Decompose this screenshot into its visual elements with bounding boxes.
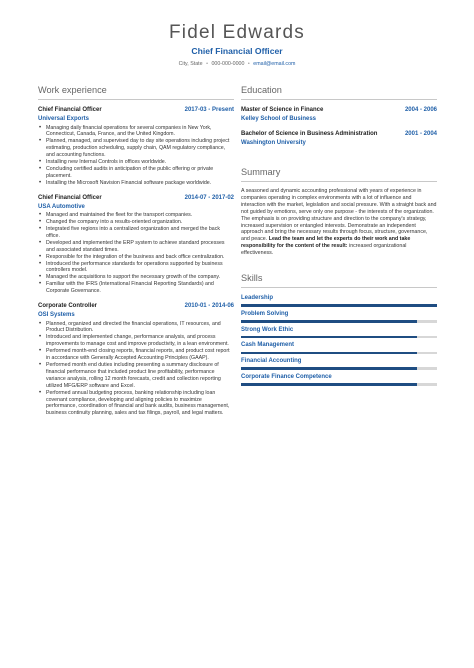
skill-name: Strong Work Ethic <box>241 326 294 333</box>
skill-bar-track <box>241 383 437 386</box>
job-company: OSI Systems <box>38 312 75 319</box>
job-bullet: • Introduced and implemented change, performance analysis, and process improvements to manage cost and improve productivity, in a lean environment. <box>38 334 234 348</box>
degree-name: Master of Science in Finance <box>241 107 324 113</box>
education-entry <box>241 106 437 123</box>
summary-heading: Summary <box>241 167 281 177</box>
degree-name: Bachelor of Science in Business Administration <box>241 131 378 137</box>
job-bullet: • Planned, managed, and supervised day to day site operations including project estimating, production scheduling, supply chain, QAM regulatory compliance, and accounting functions. <box>38 138 234 159</box>
skill-bar-track <box>241 367 437 370</box>
job-bullets <box>38 125 234 187</box>
skill-bar-fill <box>241 367 417 370</box>
job-bullet: • Managing daily financial operations for several companies in New York, Connecticut, Canada, France, and the United Kingdom. <box>38 125 234 139</box>
skill-name: Cash Management <box>241 342 295 349</box>
skill-bar-fill <box>241 336 417 339</box>
job-bullets <box>38 321 234 418</box>
skill-bar-fill <box>241 304 437 307</box>
skills-heading: Skills <box>241 273 263 284</box>
job-bullets <box>38 212 234 295</box>
job-role: Chief Financial Officer <box>38 194 102 201</box>
work-experience-heading: Work experience <box>38 85 107 95</box>
job-bullet: • Performed annual budgeting process, banking relationship including loan covenant compliance, developing and aligning policies to maximize performance, coordination of financial and bank audits, business management, business continuity planning, sales and tax filings, payroll, and legal matters. <box>38 390 234 418</box>
skill-item <box>241 326 437 339</box>
job-entry <box>38 194 234 295</box>
summary-text <box>241 188 437 257</box>
skill-bar-fill <box>241 352 417 355</box>
skill-name: Problem Solving <box>241 310 289 317</box>
skill-name: Financial Accounting <box>241 358 302 365</box>
education-dates: 2004 - 2006 <box>404 107 437 113</box>
section-divider <box>241 99 437 100</box>
skills-list <box>241 294 437 386</box>
job-entry <box>38 302 234 417</box>
contact-separator: • <box>206 61 208 67</box>
skill-item <box>241 294 437 307</box>
skill-bar-track <box>241 320 437 323</box>
job-bullet: • Developed and implemented the ERP system to achieve standard processes and associated standard times. <box>38 240 234 254</box>
resume-header <box>0 22 474 68</box>
skill-item <box>241 341 437 354</box>
left-column <box>38 85 234 424</box>
job-bullet: • Familiar with the IFRS (International Financial Reporting Standards) and Corporate Governance. <box>38 281 234 295</box>
job-role: Chief Financial Officer <box>38 107 102 113</box>
skill-name: Leadership <box>241 295 274 302</box>
right-column <box>241 85 437 389</box>
education-dates: 2001 - 2004 <box>404 131 437 137</box>
job-bullet: • Performed month end duties including presenting a summary disclosure of financial performance that included product line profitability, performance variance analysis, rolling 12 month forecasts, credit and collection reporting utilized MFG/ERP software and Excel. <box>38 362 234 390</box>
education-entry <box>241 130 437 147</box>
section-divider <box>241 287 437 288</box>
skill-name: Corporate Finance Competence <box>241 373 332 380</box>
job-entry <box>38 106 234 187</box>
school-name: Washington University <box>241 140 306 146</box>
summary-bold: Lead the team and let the experts do their work and take responsibility for the content of the result: <box>241 236 411 250</box>
skill-item <box>241 310 437 323</box>
job-bullet: • Installing the Microsoft Navision Financial software package worldwide. <box>38 180 234 187</box>
skill-item <box>241 357 437 370</box>
job-dates: 2014-07 - 2017-02 <box>184 194 234 201</box>
education-heading: Education <box>241 85 282 95</box>
location-text: City, State <box>178 61 203 67</box>
job-bullet: • Integrated five regions into a centralized organization and merged the back office. <box>38 226 234 240</box>
email-link[interactable]: email@email.com <box>253 61 296 67</box>
job-company: USA Automotive <box>38 203 85 210</box>
skill-bar-fill <box>241 320 417 323</box>
summary-body: A seasoned and dynamic accounting professional with years of experience in companies operating in complex environments with a lot of influence and interaction with the market, legislation and social pressure. With a straight back and not guided by emotions, serve only one purpose - the interests of the organization. The emphasis is on providing structure and direction to the company's strategy, increased supervision or entangled interests. Demonstrate an independent approach and bring the necessary results through focus, structure, governance, and peace. <box>241 188 437 243</box>
contact-separator: • <box>247 61 250 67</box>
job-dates: 2010-01 - 2014-06 <box>184 303 234 310</box>
skill-bar-track <box>241 352 437 355</box>
skill-bar-track <box>241 304 437 307</box>
job-bullet: • Performed month-end closing reports, financial reports, and product cost report in accordance with Generally Accepted Accounting Principles (GAAP). <box>38 348 234 362</box>
job-bullet: • Managed and maintained the fleet for the transport companies. <box>38 212 234 219</box>
skill-item <box>241 373 437 386</box>
job-company: Universal Exports <box>38 116 90 122</box>
job-role: Corporate Controller <box>38 303 98 310</box>
job-bullet: • Changed the company into a results-oriented organization. <box>38 219 234 226</box>
job-bullet: • Planned, organized and directed the financial operations, IT resources, and Product Distribution. <box>38 321 234 335</box>
section-divider <box>38 99 234 100</box>
section-divider <box>241 181 437 182</box>
job-bullet: • Introduced the performance standards for operations supported by business controllers model. <box>38 261 234 275</box>
candidate-job-title: Chief Financial Officer <box>191 46 283 56</box>
summary-tail: increased organizational effectiveness. <box>241 243 407 257</box>
contact-line <box>0 60 474 68</box>
candidate-name: Fidel Edwards <box>169 22 305 43</box>
phone-text: 000-000-0000 <box>211 61 245 67</box>
school-name: Kelley School of Business <box>241 116 317 122</box>
job-bullet: • Installing new Internal Controls in offices worldwide. <box>38 159 234 166</box>
job-bullet: • Responsible for the integration of the business and back office centralization. <box>38 254 234 261</box>
job-dates: 2017-03 - Present <box>184 107 234 113</box>
job-bullet: • Managed the acquisitions to support the necessary growth of the company. <box>38 274 234 281</box>
skill-bar-track <box>241 336 437 339</box>
job-bullet: • Concluding certified audits in anticipation of the public offering or private placement. <box>38 166 234 180</box>
skill-bar-fill <box>241 383 417 386</box>
